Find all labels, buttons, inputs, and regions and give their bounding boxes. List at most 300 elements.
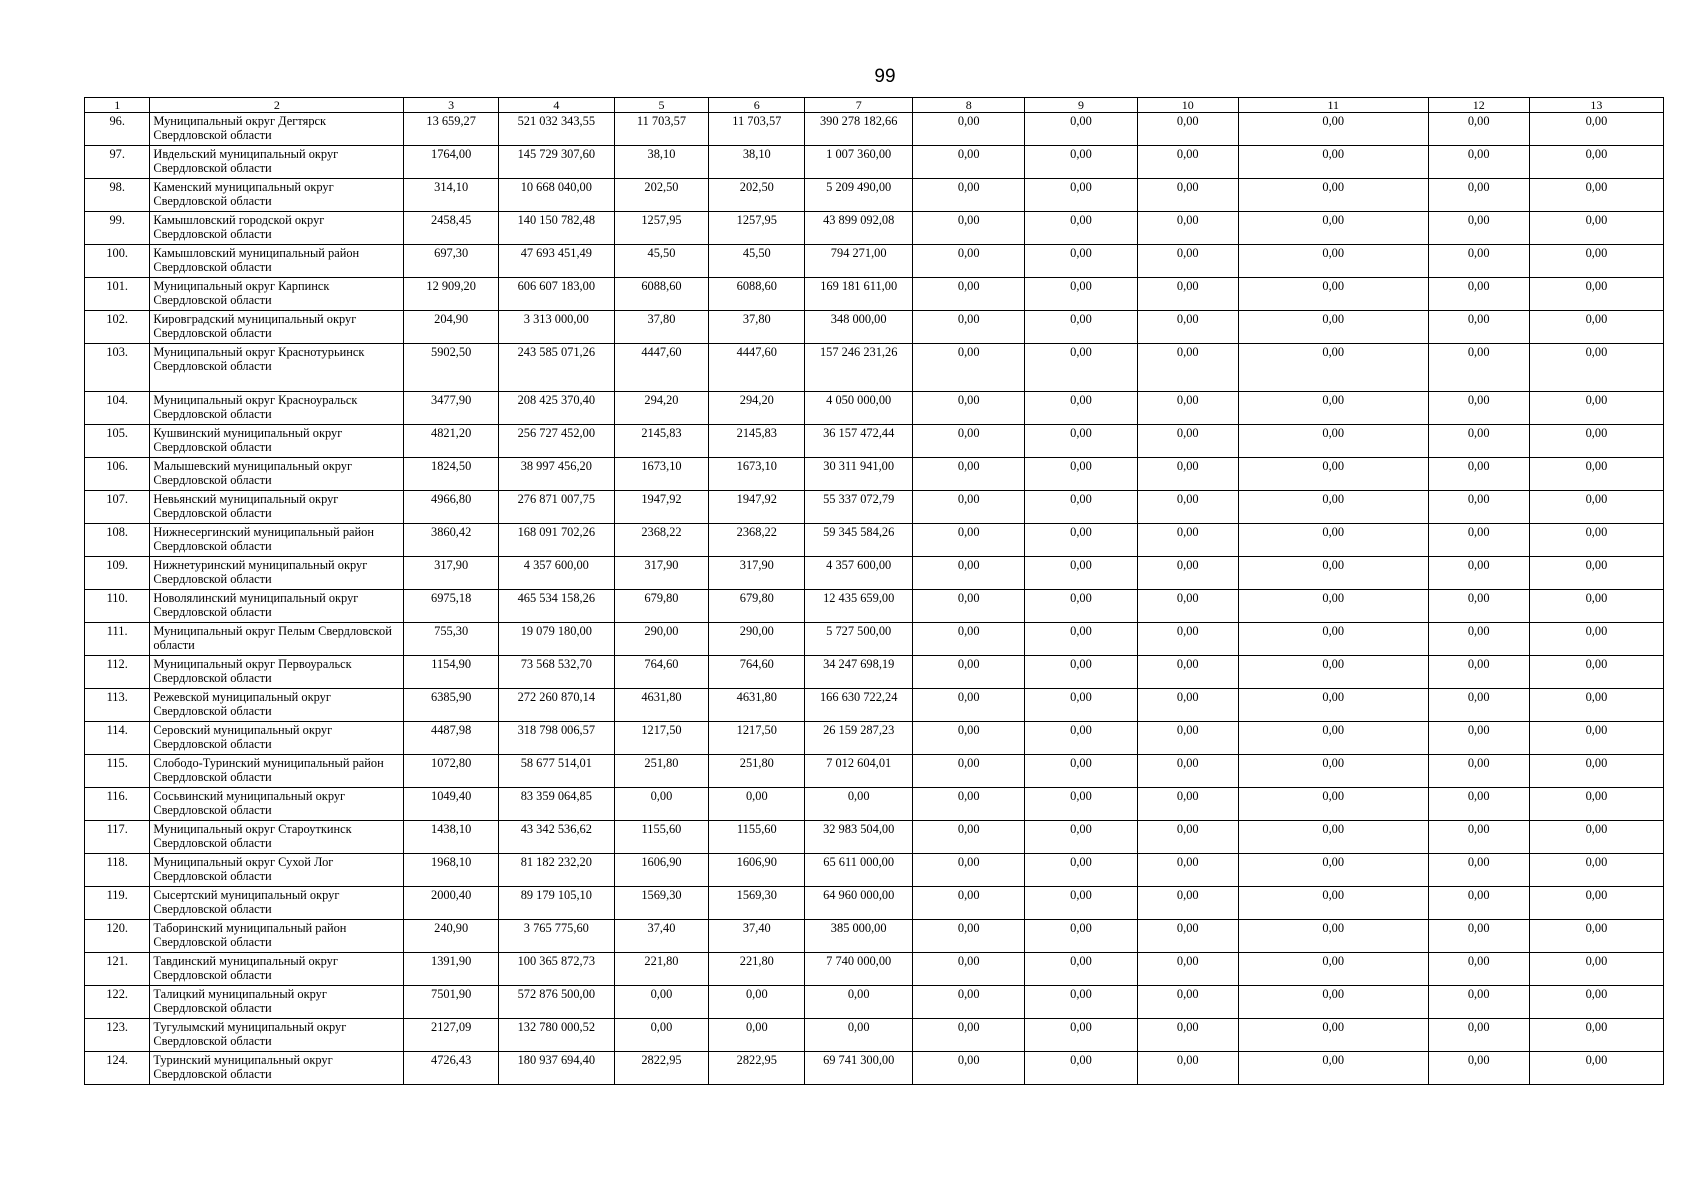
cell-col-6: 294,20 — [709, 392, 805, 425]
cell-col-8: 0,00 — [913, 755, 1025, 788]
cell-col-13: 0,00 — [1529, 557, 1663, 590]
cell-col-5: 38,10 — [614, 146, 709, 179]
cell-col-8: 0,00 — [913, 986, 1025, 1019]
table-row — [85, 557, 1664, 590]
municipality-name: Муниципальный округ Дегтярск Свердловской области — [150, 113, 404, 146]
cell-col-5: 1947,92 — [614, 491, 709, 524]
cell-col-13: 0,00 — [1529, 722, 1663, 755]
cell-col-6: 1155,60 — [709, 821, 805, 854]
cell-col-9: 0,00 — [1025, 425, 1137, 458]
cell-col-10: 0,00 — [1137, 458, 1238, 491]
municipality-name: Ивдельский муниципальный округ Свердловской области — [150, 146, 404, 179]
row-number: 99. — [85, 212, 150, 245]
column-header-4: 4 — [499, 98, 615, 113]
cell-col-11: 0,00 — [1238, 392, 1428, 425]
cell-col-12: 0,00 — [1428, 146, 1529, 179]
cell-col-3: 12 909,20 — [404, 278, 499, 311]
cell-col-10: 0,00 — [1137, 146, 1238, 179]
row-number: 114. — [85, 722, 150, 755]
cell-col-5: 679,80 — [614, 590, 709, 623]
cell-col-6: 4447,60 — [709, 344, 805, 392]
cell-col-6: 38,10 — [709, 146, 805, 179]
cell-col-10: 0,00 — [1137, 425, 1238, 458]
cell-col-5: 2368,22 — [614, 524, 709, 557]
row-number: 115. — [85, 755, 150, 788]
cell-col-12: 0,00 — [1428, 179, 1529, 212]
row-number: 113. — [85, 689, 150, 722]
table-row — [85, 656, 1664, 689]
cell-col-3: 240,90 — [404, 920, 499, 953]
cell-col-4: 521 032 343,55 — [499, 113, 615, 146]
cell-col-12: 0,00 — [1428, 458, 1529, 491]
table-row — [85, 146, 1664, 179]
cell-col-7: 69 741 300,00 — [805, 1052, 913, 1085]
cell-col-7: 36 157 472,44 — [805, 425, 913, 458]
cell-col-7: 5 727 500,00 — [805, 623, 913, 656]
row-number: 112. — [85, 656, 150, 689]
cell-col-7: 65 611 000,00 — [805, 854, 913, 887]
cell-col-8: 0,00 — [913, 311, 1025, 344]
cell-col-10: 0,00 — [1137, 179, 1238, 212]
cell-col-9: 0,00 — [1025, 788, 1137, 821]
cell-col-8: 0,00 — [913, 113, 1025, 146]
cell-col-3: 1968,10 — [404, 854, 499, 887]
cell-col-10: 0,00 — [1137, 689, 1238, 722]
cell-col-9: 0,00 — [1025, 1052, 1137, 1085]
cell-col-8: 0,00 — [913, 491, 1025, 524]
row-number: 111. — [85, 623, 150, 656]
cell-col-4: 145 729 307,60 — [499, 146, 615, 179]
municipality-name: Муниципальный округ Сухой Лог Свердловской области — [150, 854, 404, 887]
table-row — [85, 854, 1664, 887]
cell-col-11: 0,00 — [1238, 458, 1428, 491]
row-number: 102. — [85, 311, 150, 344]
cell-col-8: 0,00 — [913, 656, 1025, 689]
cell-col-10: 0,00 — [1137, 920, 1238, 953]
cell-col-6: 0,00 — [709, 986, 805, 1019]
cell-col-4: 43 342 536,62 — [499, 821, 615, 854]
municipality-name: Муниципальный округ Карпинск Свердловской области — [150, 278, 404, 311]
cell-col-12: 0,00 — [1428, 821, 1529, 854]
cell-col-11: 0,00 — [1238, 113, 1428, 146]
cell-col-10: 0,00 — [1137, 278, 1238, 311]
cell-col-13: 0,00 — [1529, 524, 1663, 557]
cell-col-5: 11 703,57 — [614, 113, 709, 146]
table-row — [85, 953, 1664, 986]
cell-col-9: 0,00 — [1025, 920, 1137, 953]
cell-col-3: 2458,45 — [404, 212, 499, 245]
cell-col-8: 0,00 — [913, 689, 1025, 722]
table-row — [85, 524, 1664, 557]
cell-col-11: 0,00 — [1238, 986, 1428, 1019]
cell-col-3: 1764,00 — [404, 146, 499, 179]
cell-col-8: 0,00 — [913, 524, 1025, 557]
cell-col-10: 0,00 — [1137, 623, 1238, 656]
cell-col-6: 202,50 — [709, 179, 805, 212]
cell-col-10: 0,00 — [1137, 557, 1238, 590]
table-row — [85, 1019, 1664, 1052]
cell-col-5: 202,50 — [614, 179, 709, 212]
row-number: 117. — [85, 821, 150, 854]
municipality-name: Кировградский муниципальный округ Свердловской области — [150, 311, 404, 344]
cell-col-13: 0,00 — [1529, 491, 1663, 524]
cell-col-6: 1217,50 — [709, 722, 805, 755]
cell-col-13: 0,00 — [1529, 920, 1663, 953]
cell-col-9: 0,00 — [1025, 212, 1137, 245]
cell-col-5: 317,90 — [614, 557, 709, 590]
cell-col-5: 251,80 — [614, 755, 709, 788]
cell-col-9: 0,00 — [1025, 278, 1137, 311]
cell-col-5: 45,50 — [614, 245, 709, 278]
cell-col-8: 0,00 — [913, 146, 1025, 179]
cell-col-7: 34 247 698,19 — [805, 656, 913, 689]
cell-col-13: 0,00 — [1529, 623, 1663, 656]
cell-col-5: 6088,60 — [614, 278, 709, 311]
cell-col-3: 1438,10 — [404, 821, 499, 854]
cell-col-7: 0,00 — [805, 1019, 913, 1052]
table-row — [85, 245, 1664, 278]
column-header-13: 13 — [1529, 98, 1663, 113]
municipality-name: Кушвинский муниципальный округ Свердловской области — [150, 425, 404, 458]
cell-col-11: 0,00 — [1238, 245, 1428, 278]
cell-col-7: 64 960 000,00 — [805, 887, 913, 920]
table-row — [85, 755, 1664, 788]
cell-col-11: 0,00 — [1238, 854, 1428, 887]
cell-col-10: 0,00 — [1137, 854, 1238, 887]
cell-col-10: 0,00 — [1137, 311, 1238, 344]
municipality-name: Талицкий муниципальный округ Свердловской области — [150, 986, 404, 1019]
cell-col-11: 0,00 — [1238, 1019, 1428, 1052]
column-number-row — [85, 98, 1664, 113]
column-header-5: 5 — [614, 98, 709, 113]
cell-col-7: 1 007 360,00 — [805, 146, 913, 179]
cell-col-6: 1673,10 — [709, 458, 805, 491]
cell-col-8: 0,00 — [913, 278, 1025, 311]
cell-col-10: 0,00 — [1137, 986, 1238, 1019]
cell-col-4: 276 871 007,75 — [499, 491, 615, 524]
cell-col-12: 0,00 — [1428, 1019, 1529, 1052]
cell-col-7: 157 246 231,26 — [805, 344, 913, 392]
cell-col-8: 0,00 — [913, 854, 1025, 887]
cell-col-5: 0,00 — [614, 986, 709, 1019]
table-row — [85, 212, 1664, 245]
cell-col-11: 0,00 — [1238, 212, 1428, 245]
cell-col-6: 6088,60 — [709, 278, 805, 311]
cell-col-10: 0,00 — [1137, 755, 1238, 788]
cell-col-3: 1391,90 — [404, 953, 499, 986]
cell-col-9: 0,00 — [1025, 113, 1137, 146]
cell-col-13: 0,00 — [1529, 392, 1663, 425]
cell-col-13: 0,00 — [1529, 179, 1663, 212]
cell-col-3: 2000,40 — [404, 887, 499, 920]
cell-col-12: 0,00 — [1428, 425, 1529, 458]
cell-col-6: 1947,92 — [709, 491, 805, 524]
cell-col-6: 1569,30 — [709, 887, 805, 920]
cell-col-4: 38 997 456,20 — [499, 458, 615, 491]
cell-col-8: 0,00 — [913, 722, 1025, 755]
municipality-name: Таборинский муниципальный район Свердловской области — [150, 920, 404, 953]
cell-col-7: 0,00 — [805, 986, 913, 1019]
cell-col-7: 385 000,00 — [805, 920, 913, 953]
cell-col-4: 73 568 532,70 — [499, 656, 615, 689]
cell-col-4: 132 780 000,52 — [499, 1019, 615, 1052]
row-number: 116. — [85, 788, 150, 821]
row-number: 107. — [85, 491, 150, 524]
budget-table — [84, 97, 1664, 1085]
cell-col-8: 0,00 — [913, 953, 1025, 986]
cell-col-4: 89 179 105,10 — [499, 887, 615, 920]
column-header-2: 2 — [150, 98, 404, 113]
cell-col-7: 12 435 659,00 — [805, 590, 913, 623]
cell-col-4: 10 668 040,00 — [499, 179, 615, 212]
cell-col-11: 0,00 — [1238, 491, 1428, 524]
municipality-name: Муниципальный округ Пелым Свердловской области — [150, 623, 404, 656]
municipality-name: Невьянский муниципальный округ Свердловской области — [150, 491, 404, 524]
cell-col-13: 0,00 — [1529, 458, 1663, 491]
table-row — [85, 920, 1664, 953]
municipality-name: Камышловский муниципальный район Свердловской области — [150, 245, 404, 278]
cell-col-9: 0,00 — [1025, 887, 1137, 920]
municipality-name: Новолялинский муниципальный округ Свердловской области — [150, 590, 404, 623]
cell-col-8: 0,00 — [913, 887, 1025, 920]
cell-col-13: 0,00 — [1529, 656, 1663, 689]
row-number: 109. — [85, 557, 150, 590]
cell-col-7: 348 000,00 — [805, 311, 913, 344]
cell-col-11: 0,00 — [1238, 590, 1428, 623]
row-number: 124. — [85, 1052, 150, 1085]
municipality-name: Малышевский муниципальный округ Свердловской области — [150, 458, 404, 491]
cell-col-10: 0,00 — [1137, 344, 1238, 392]
row-number: 119. — [85, 887, 150, 920]
cell-col-11: 0,00 — [1238, 344, 1428, 392]
cell-col-5: 4447,60 — [614, 344, 709, 392]
cell-col-13: 0,00 — [1529, 1052, 1663, 1085]
municipality-name: Тугулымский муниципальный округ Свердловской области — [150, 1019, 404, 1052]
cell-col-7: 4 050 000,00 — [805, 392, 913, 425]
cell-col-3: 204,90 — [404, 311, 499, 344]
cell-col-11: 0,00 — [1238, 788, 1428, 821]
column-header-3: 3 — [404, 98, 499, 113]
cell-col-8: 0,00 — [913, 590, 1025, 623]
cell-col-12: 0,00 — [1428, 755, 1529, 788]
table-row — [85, 821, 1664, 854]
cell-col-11: 0,00 — [1238, 953, 1428, 986]
municipality-name: Слободо-Туринский муниципальный район Свердловской области — [150, 755, 404, 788]
cell-col-9: 0,00 — [1025, 557, 1137, 590]
cell-col-12: 0,00 — [1428, 623, 1529, 656]
cell-col-12: 0,00 — [1428, 590, 1529, 623]
cell-col-4: 83 359 064,85 — [499, 788, 615, 821]
table-row — [85, 458, 1664, 491]
cell-col-6: 290,00 — [709, 623, 805, 656]
cell-col-3: 4726,43 — [404, 1052, 499, 1085]
cell-col-5: 0,00 — [614, 788, 709, 821]
cell-col-10: 0,00 — [1137, 392, 1238, 425]
cell-col-3: 4966,80 — [404, 491, 499, 524]
table-row — [85, 788, 1664, 821]
cell-col-9: 0,00 — [1025, 986, 1137, 1019]
cell-col-12: 0,00 — [1428, 722, 1529, 755]
cell-col-4: 100 365 872,73 — [499, 953, 615, 986]
row-number: 97. — [85, 146, 150, 179]
cell-col-12: 0,00 — [1428, 245, 1529, 278]
cell-col-10: 0,00 — [1137, 656, 1238, 689]
table-row — [85, 278, 1664, 311]
table-row — [85, 311, 1664, 344]
cell-col-5: 221,80 — [614, 953, 709, 986]
cell-col-11: 0,00 — [1238, 278, 1428, 311]
cell-col-8: 0,00 — [913, 212, 1025, 245]
cell-col-13: 0,00 — [1529, 212, 1663, 245]
cell-col-6: 4631,80 — [709, 689, 805, 722]
cell-col-12: 0,00 — [1428, 953, 1529, 986]
municipality-name: Муниципальный округ Первоуральск Свердловской области — [150, 656, 404, 689]
table-row — [85, 887, 1664, 920]
row-number: 96. — [85, 113, 150, 146]
cell-col-13: 0,00 — [1529, 590, 1663, 623]
cell-col-3: 1154,90 — [404, 656, 499, 689]
cell-col-12: 0,00 — [1428, 524, 1529, 557]
cell-col-6: 11 703,57 — [709, 113, 805, 146]
cell-col-5: 2822,95 — [614, 1052, 709, 1085]
cell-col-11: 0,00 — [1238, 920, 1428, 953]
table-row — [85, 179, 1664, 212]
cell-col-12: 0,00 — [1428, 278, 1529, 311]
row-number: 105. — [85, 425, 150, 458]
cell-col-6: 251,80 — [709, 755, 805, 788]
cell-col-7: 4 357 600,00 — [805, 557, 913, 590]
cell-col-13: 0,00 — [1529, 854, 1663, 887]
cell-col-11: 0,00 — [1238, 722, 1428, 755]
cell-col-5: 1217,50 — [614, 722, 709, 755]
cell-col-13: 0,00 — [1529, 311, 1663, 344]
cell-col-8: 0,00 — [913, 179, 1025, 212]
cell-col-6: 221,80 — [709, 953, 805, 986]
cell-col-5: 1155,60 — [614, 821, 709, 854]
column-header-8: 8 — [913, 98, 1025, 113]
cell-col-6: 0,00 — [709, 788, 805, 821]
cell-col-4: 81 182 232,20 — [499, 854, 615, 887]
cell-col-10: 0,00 — [1137, 491, 1238, 524]
cell-col-13: 0,00 — [1529, 278, 1663, 311]
table-row — [85, 986, 1664, 1019]
cell-col-12: 0,00 — [1428, 920, 1529, 953]
municipality-name: Сосьвинский муниципальный округ Свердловской области — [150, 788, 404, 821]
cell-col-10: 0,00 — [1137, 212, 1238, 245]
cell-col-13: 0,00 — [1529, 887, 1663, 920]
cell-col-13: 0,00 — [1529, 788, 1663, 821]
cell-col-4: 606 607 183,00 — [499, 278, 615, 311]
cell-col-13: 0,00 — [1529, 344, 1663, 392]
cell-col-8: 0,00 — [913, 425, 1025, 458]
cell-col-7: 794 271,00 — [805, 245, 913, 278]
cell-col-7: 32 983 504,00 — [805, 821, 913, 854]
cell-col-3: 697,30 — [404, 245, 499, 278]
cell-col-7: 26 159 287,23 — [805, 722, 913, 755]
cell-col-5: 2145,83 — [614, 425, 709, 458]
cell-col-10: 0,00 — [1137, 113, 1238, 146]
cell-col-12: 0,00 — [1428, 986, 1529, 1019]
cell-col-6: 37,40 — [709, 920, 805, 953]
row-number: 98. — [85, 179, 150, 212]
cell-col-12: 0,00 — [1428, 344, 1529, 392]
column-header-7: 7 — [805, 98, 913, 113]
cell-col-5: 1606,90 — [614, 854, 709, 887]
cell-col-13: 0,00 — [1529, 755, 1663, 788]
municipality-name: Камышловский городской округ Свердловской области — [150, 212, 404, 245]
cell-col-4: 465 534 158,26 — [499, 590, 615, 623]
cell-col-7: 55 337 072,79 — [805, 491, 913, 524]
table-row — [85, 113, 1664, 146]
cell-col-10: 0,00 — [1137, 1019, 1238, 1052]
cell-col-13: 0,00 — [1529, 245, 1663, 278]
cell-col-8: 0,00 — [913, 1052, 1025, 1085]
cell-col-6: 2368,22 — [709, 524, 805, 557]
cell-col-10: 0,00 — [1137, 953, 1238, 986]
cell-col-9: 0,00 — [1025, 821, 1137, 854]
municipality-name: Тавдинский муниципальный округ Свердловской области — [150, 953, 404, 986]
cell-col-4: 243 585 071,26 — [499, 344, 615, 392]
cell-col-11: 0,00 — [1238, 425, 1428, 458]
cell-col-9: 0,00 — [1025, 344, 1137, 392]
cell-col-13: 0,00 — [1529, 146, 1663, 179]
table-body — [85, 113, 1664, 1085]
cell-col-7: 30 311 941,00 — [805, 458, 913, 491]
cell-col-9: 0,00 — [1025, 311, 1137, 344]
column-header-1: 1 — [85, 98, 150, 113]
cell-col-9: 0,00 — [1025, 491, 1137, 524]
cell-col-5: 0,00 — [614, 1019, 709, 1052]
cell-col-3: 4487,98 — [404, 722, 499, 755]
cell-col-11: 0,00 — [1238, 821, 1428, 854]
cell-col-9: 0,00 — [1025, 854, 1137, 887]
cell-col-10: 0,00 — [1137, 887, 1238, 920]
municipality-name: Серовский муниципальный округ Свердловской области — [150, 722, 404, 755]
cell-col-11: 0,00 — [1238, 887, 1428, 920]
cell-col-3: 755,30 — [404, 623, 499, 656]
cell-col-8: 0,00 — [913, 458, 1025, 491]
cell-col-3: 13 659,27 — [404, 113, 499, 146]
table-row — [85, 425, 1664, 458]
cell-col-4: 4 357 600,00 — [499, 557, 615, 590]
table-row — [85, 1052, 1664, 1085]
cell-col-11: 0,00 — [1238, 755, 1428, 788]
cell-col-7: 7 012 604,01 — [805, 755, 913, 788]
municipality-name: Каменский муниципальный округ Свердловской области — [150, 179, 404, 212]
cell-col-5: 1257,95 — [614, 212, 709, 245]
row-number: 101. — [85, 278, 150, 311]
row-number: 118. — [85, 854, 150, 887]
table-row — [85, 491, 1664, 524]
cell-col-9: 0,00 — [1025, 1019, 1137, 1052]
cell-col-4: 58 677 514,01 — [499, 755, 615, 788]
cell-col-9: 0,00 — [1025, 755, 1137, 788]
cell-col-11: 0,00 — [1238, 689, 1428, 722]
cell-col-11: 0,00 — [1238, 311, 1428, 344]
municipality-name: Муниципальный округ Красноуральск Свердловской области — [150, 392, 404, 425]
table-row — [85, 722, 1664, 755]
cell-col-10: 0,00 — [1137, 524, 1238, 557]
cell-col-9: 0,00 — [1025, 953, 1137, 986]
row-number: 106. — [85, 458, 150, 491]
cell-col-4: 318 798 006,57 — [499, 722, 615, 755]
cell-col-7: 59 345 584,26 — [805, 524, 913, 557]
cell-col-4: 3 765 775,60 — [499, 920, 615, 953]
row-number: 103. — [85, 344, 150, 392]
cell-col-6: 2822,95 — [709, 1052, 805, 1085]
cell-col-12: 0,00 — [1428, 854, 1529, 887]
cell-col-3: 4821,20 — [404, 425, 499, 458]
